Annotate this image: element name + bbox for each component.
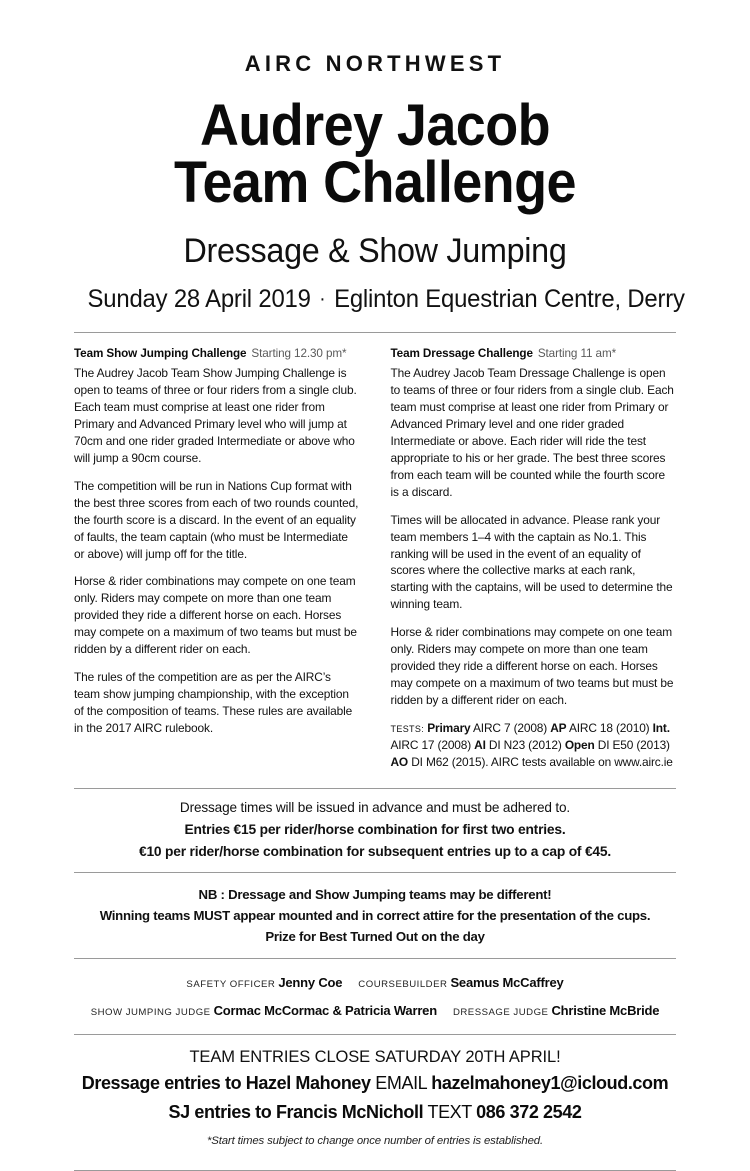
sj-entries-contact: SJ entries to Francis McNicholl [168, 1102, 424, 1123]
test-code: DI M62 (2015). [408, 754, 489, 769]
fees-block [74, 789, 676, 872]
event-date: Sunday 28 April 2019 [87, 284, 311, 313]
show-jumping-paragraph: The rules of the competition are as per the AIRC’s team show jumping championship, with the exception of the composition of teams. These rules are available in the 2017 AIRC rulebook. [74, 669, 353, 735]
dressage-entries-email[interactable]: hazelmahoney1@icloud.com [431, 1073, 669, 1094]
notes-block [74, 873, 676, 957]
officials-block [74, 959, 676, 1034]
test-code: DI E50 (2013) [594, 737, 670, 752]
official-name-dressage-judge: Christine McBride [551, 1002, 660, 1018]
test-grade: Primary [427, 720, 471, 735]
official-role-show-jumping-judge: SHOW JUMPING JUDGE [90, 1006, 211, 1018]
official-role-coursebuilder: COURSEBUILDER [358, 978, 448, 990]
test-code: DI N23 (2012) [485, 737, 562, 752]
test-grade: AO [390, 754, 409, 769]
poster-masthead [74, 0, 685, 314]
official-name-safety-officer: Jenny Coe [278, 974, 343, 990]
organisation-name: AIRC NORTHWEST [244, 51, 506, 76]
event-title-line-1: Audrey Jacob [199, 93, 551, 159]
sj-entries-phone[interactable]: 086 372 2542 [476, 1102, 582, 1123]
dressage-tests-list [391, 720, 677, 771]
start-times-footnote: *Start times subject to change once number of entries is established. [207, 1134, 543, 1147]
test-grade: Open [564, 737, 595, 752]
dressage-paragraph: The Audrey Jacob Team Dressage Challenge is open to teams of three or four riders from a single club. Each team must comprise at least one rider from Primary or Advanced Primary level and one rider graded Intermediate or above. Each rider will ride the test appropriate to his or her grade. The best three scores from each team will be counted while the fourth score is a discard. [390, 366, 674, 499]
show-jumping-start-time: Starting 12.30 pm* [251, 346, 347, 360]
event-venue: Eglinton Equestrian Centre, Derry [334, 284, 685, 313]
test-code: AIRC 17 (2008) [390, 737, 472, 752]
test-grade: AI [474, 737, 486, 752]
tests-note: AIRC tests available on www.airc.ie [490, 754, 673, 769]
column-dressage [391, 347, 677, 771]
test-grade: Int. [652, 720, 670, 735]
dressage-title: Team Dressage Challenge [390, 346, 533, 360]
show-jumping-title: Team Show Jumping Challenge [74, 346, 247, 360]
dressage-heading [391, 347, 677, 362]
event-title [74, 93, 676, 216]
show-jumping-paragraph: Horse & rider combinations may compete on one team only. Riders may compete on more than one team provided they ride a different horse on each. Horses may compete on a maximum of two teams but must be ridden by a different rider on each. [74, 574, 357, 657]
sj-entries-contact-line [74, 1098, 676, 1127]
test-grade: AP [550, 720, 567, 735]
tests-label: TESTS: [390, 723, 425, 734]
event-subtitle: Dressage & Show Jumping [183, 231, 567, 270]
dateline-separator: · [319, 287, 326, 310]
dressage-paragraph: Horse & rider combinations may compete on one team only. Riders may compete on more than one team provided they ride a different horse on each. Horses may compete on a maximum of two teams but must be ridden by a different rider on each. [390, 625, 674, 707]
divider-header [74, 332, 676, 333]
test-code: AIRC 18 (2010) [566, 720, 650, 735]
note-teams-may-differ: NB : Dressage and Show Jumping teams may be different! [198, 887, 552, 903]
event-dateline [87, 284, 685, 314]
official-name-coursebuilder: Seamus McCaffrey [450, 974, 564, 990]
official-name-show-jumping-judge: Cormac McCormac & Patricia Warren [213, 1002, 437, 1018]
fee-subsequent-entries: €10 per rider/horse combination for subsequent entries up to a cap of €45. [138, 843, 612, 859]
entries-block [74, 1035, 676, 1156]
dressage-times-note: Dressage times will be issued in advance and must be adhered to. [179, 800, 571, 816]
column-show-jumping [74, 347, 360, 771]
divider-bottom [74, 1170, 676, 1171]
show-jumping-heading [74, 347, 360, 362]
fee-first-entries: Entries €15 per rider/horse combination for first two entries. [184, 821, 566, 837]
dressage-entries-contact-line [74, 1069, 676, 1098]
entries-deadline: TEAM ENTRIES CLOSE SATURDAY 20TH APRIL! [189, 1047, 561, 1066]
test-code: AIRC 7 (2008) [470, 720, 548, 735]
dressage-paragraph: Times will be allocated in advance. Please rank your team members 1–4 with the captain as No.1. This ranking will be used in the event of an equality of scores where the collective marks at each rank, starting with the captains, will be used to determine the winning team. [390, 512, 673, 612]
note-winning-teams-attire: Winning teams MUST appear mounted and in correct attire for the presentation of the cups. [99, 908, 651, 924]
officials-row [74, 997, 676, 1025]
competition-columns [74, 347, 676, 771]
official-role-dressage-judge: DRESSAGE JUDGE [452, 1006, 549, 1018]
dressage-start-time: Starting 11 am* [537, 346, 617, 360]
show-jumping-paragraph: The Audrey Jacob Team Show Jumping Challenge is open to teams of three or four riders from a single club. Each team must comprise at least one rider from Primary and Advanced Primary level who will jump at 70cm and one rider graded Intermediate or above who will jump a 90cm course. [74, 366, 357, 465]
sj-entries-method: TEXT [427, 1102, 472, 1123]
show-jumping-paragraph: The competition will be run in Nations Cup format with the best three scores from each of two rounds counted, the fourth score is a discard. In the event of an equality of faults, the team captain (who must be Intermediate or above) will jump off for the title. [74, 478, 359, 561]
note-best-turned-out-prize: Prize for Best Turned Out on the day [265, 929, 485, 945]
officials-row [74, 969, 676, 997]
event-title-line-2: Team Challenge [174, 150, 576, 216]
official-role-safety-officer: SAFETY OFFICER [186, 978, 276, 990]
dressage-entries-method: EMAIL [375, 1073, 427, 1094]
dressage-entries-contact: Dressage entries to Hazel Mahoney [81, 1073, 371, 1094]
